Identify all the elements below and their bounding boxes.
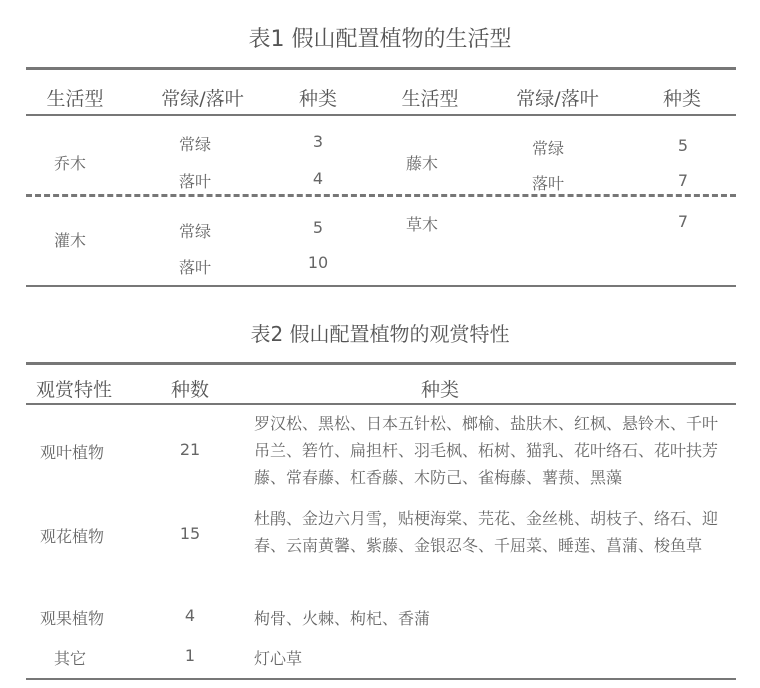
table1-qiaomu-evergreen: 常绿 [178, 135, 211, 154]
table2-feature-fruit: 观果植物 [40, 609, 105, 628]
table1-qiaomu-deciduous-count: 4 [312, 169, 324, 188]
table2-species-fruit: 枸骨、火棘、枸杞、香蒲 [254, 609, 431, 628]
table1-qiaomu-evergreen-count: 3 [312, 132, 324, 151]
table1-title: 表1 假山配置植物的生活型 [248, 27, 512, 52]
table2-species-flower: 杜鹃、金边六月雪，贴梗海棠、芫花、金丝桃、胡枝子、络石、迎春、云南黄馨、紫藤、金银忍冬、千屈菜、睡莲、菖蒲、梭鱼草 [254, 509, 719, 555]
table2-count-other: 1 [184, 646, 196, 665]
table1-caomu-count: 7 [677, 212, 689, 231]
table2-header-feature: 观赏特性 [36, 379, 113, 401]
table1-header-leaf-2: 常绿/落叶 [516, 88, 599, 110]
table1-tengmu-deciduous-count: 7 [677, 171, 689, 190]
table1-tengmu-deciduous: 落叶 [531, 174, 564, 193]
table2-count-fruit: 4 [184, 606, 196, 625]
table1-lifeform-tengmu: 藤木 [405, 154, 438, 173]
table2-count-flower: 15 [179, 524, 201, 543]
table1-tengmu-evergreen-count: 5 [677, 136, 689, 155]
table1-lifeform-guanmu: 灌木 [53, 231, 86, 250]
table1-top-rule [26, 67, 736, 70]
table2-header-rule [26, 403, 736, 405]
table1-guanmu-deciduous-count: 10 [307, 253, 329, 272]
table2-feature-flower: 观花植物 [40, 527, 105, 546]
table1-header-count-2: 种类 [662, 88, 701, 110]
table1-header-count: 种类 [298, 88, 337, 110]
table1-header-leaf: 常绿/落叶 [161, 88, 244, 110]
table2-species-other: 灯心草 [254, 649, 303, 668]
table1-guanmu-evergreen: 常绿 [178, 222, 211, 241]
table1-guanmu-deciduous: 落叶 [178, 258, 211, 277]
table1-tengmu-evergreen: 常绿 [531, 139, 564, 158]
table1-lifeform-qiaomu: 乔木 [53, 154, 86, 173]
table1-lifeform-caomu: 草木 [405, 215, 438, 234]
table1-bottom-rule [26, 285, 736, 287]
table1-header-rule [26, 114, 736, 116]
table2-title: 表2 假山配置植物的观赏特性 [250, 322, 510, 346]
table1-qiaomu-deciduous: 落叶 [178, 172, 211, 191]
table1-dashed-divider [26, 194, 736, 197]
table2-feature-foliage: 观叶植物 [40, 443, 105, 462]
table1-header-lifeform: 生活型 [46, 88, 104, 110]
table2-species-foliage: 罗汉松、黑松、日本五针松、榔榆、盐肤木、红枫、悬铃木、千叶吊兰、箬竹、扁担杆、羽毛枫、柘树、猫乳、花叶络石、花叶扶芳藤、常春藤、杠香藤、木防己、雀梅藤、薯蓣、黑藻 [254, 414, 719, 487]
table2-top-rule [26, 362, 736, 365]
table2-header-count: 种数 [170, 379, 209, 401]
table1-header-lifeform-2: 生活型 [401, 88, 459, 110]
table2-header-species: 种类 [420, 379, 459, 401]
table1-guanmu-evergreen-count: 5 [312, 218, 324, 237]
table2-feature-other: 其它 [54, 649, 87, 668]
table2-count-foliage: 21 [179, 440, 201, 459]
table2-bottom-rule [26, 678, 736, 680]
